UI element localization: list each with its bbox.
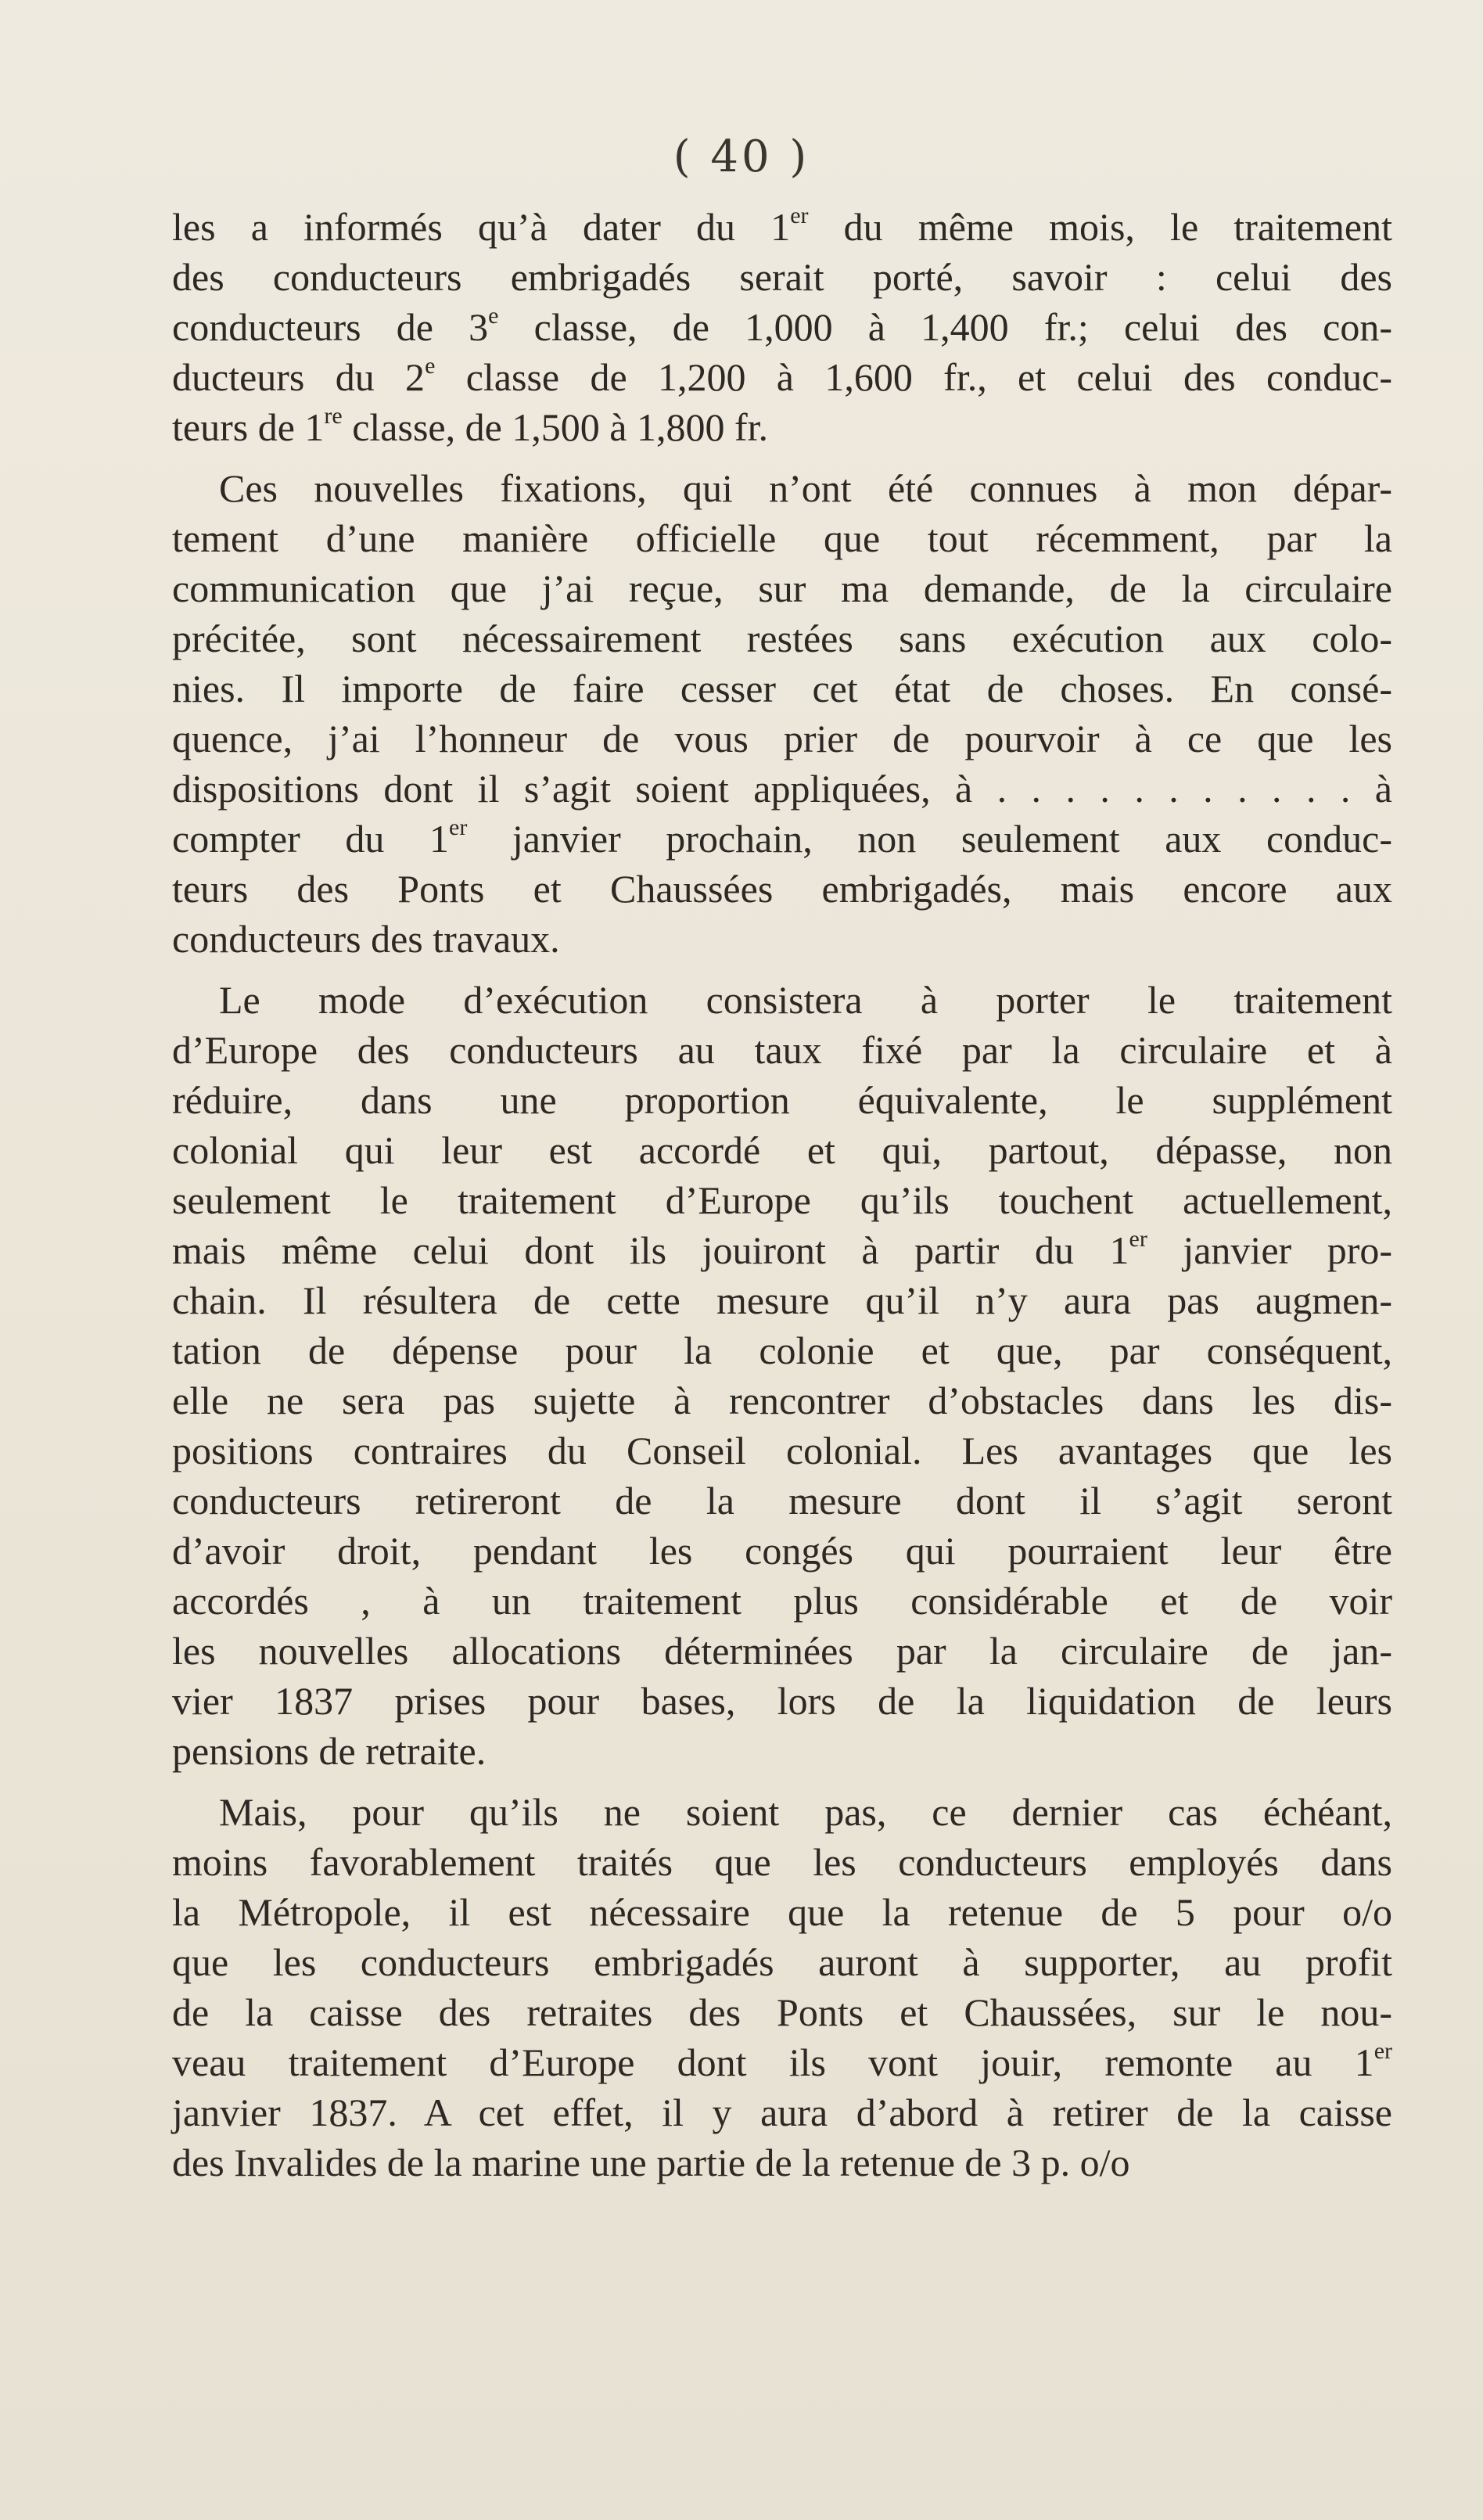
text-line xyxy=(172,202,1392,252)
text-line xyxy=(172,1325,1392,1375)
text-run: teurs de 1 xyxy=(172,405,325,449)
text-run: classe, de 1,500 à 1,800 fr. xyxy=(342,405,769,449)
text-run: janvier 1837. A cet effet, il y aura d’abord à retirer de la caisse xyxy=(172,2090,1392,2134)
text-line xyxy=(172,1626,1392,1676)
text-run: colonial qui leur est accordé et qui, partout, dépasse, non xyxy=(172,1128,1392,1172)
text-line xyxy=(172,302,1392,352)
body-text xyxy=(172,202,1392,2198)
text-line xyxy=(172,975,1392,1025)
text-line xyxy=(172,814,1392,864)
text-line xyxy=(172,1375,1392,1425)
text-run: janvier pro- xyxy=(1147,1228,1392,1272)
text-run: des conducteurs embrigadés serait porté, savoir : celui des xyxy=(172,255,1392,299)
text-line xyxy=(172,1025,1392,1075)
text-run: janvier prochain, non seulement aux conduc- xyxy=(467,817,1392,861)
text-line xyxy=(172,352,1392,402)
text-run: que les conducteurs embrigadés auront à supporter, au profit xyxy=(172,1940,1392,1984)
text-run: la Métropole, il est nécessaire que la retenue de 5 pour o/o xyxy=(172,1890,1392,1934)
text-line xyxy=(172,402,1392,452)
text-run: moins favorablement traités que les conducteurs employés dans xyxy=(172,1840,1392,1884)
text-run: vier 1837 prises pour bases, lors de la liquidation de leurs xyxy=(172,1679,1392,1723)
paragraph xyxy=(172,202,1392,452)
text-run: accordés , à un traitement plus considérable et de voir xyxy=(172,1579,1392,1623)
text-run: des Invalides de la marine une partie de la retenue de 3 p. o/o xyxy=(172,2141,1130,2184)
text-run: quence, j’ai l’honneur de vous prier de pourvoir à ce que les xyxy=(172,717,1392,760)
text-line xyxy=(172,463,1392,513)
text-run: d’Europe des conducteurs au taux fixé par la circulaire et à xyxy=(172,1028,1392,1072)
text-line xyxy=(172,1125,1392,1175)
paragraph xyxy=(172,975,1392,1776)
text-run: compter du 1 xyxy=(172,817,449,861)
text-run: pensions de retraite. xyxy=(172,1729,487,1773)
text-line xyxy=(172,764,1392,814)
text-line xyxy=(172,663,1392,714)
text-line xyxy=(172,1576,1392,1626)
text-line xyxy=(172,1275,1392,1325)
text-run: les a informés qu’à dater du 1 xyxy=(172,205,791,249)
text-run: chain. Il résultera de cette mesure qu’il n’y aura pas augmen- xyxy=(172,1278,1392,1322)
text-run: communication que j’ai reçue, sur ma demande, de la circulaire xyxy=(172,566,1392,610)
text-run: Ces nouvelles fixations, qui n’ont été connues à mon dépar- xyxy=(219,466,1392,510)
text-run: précitée, sont nécessairement restées sans exécution aux colo- xyxy=(172,617,1392,660)
superscript: re xyxy=(324,403,343,429)
text-line xyxy=(172,1787,1392,1837)
superscript: e xyxy=(488,303,499,329)
superscript: er xyxy=(1373,2038,1392,2064)
text-line xyxy=(172,714,1392,764)
text-line xyxy=(172,1887,1392,1937)
text-line xyxy=(172,1225,1392,1275)
text-run: veau traitement d’Europe dont ils vont jouir, remonte au 1 xyxy=(172,2040,1374,2084)
text-run: ducteurs du 2 xyxy=(172,355,426,399)
text-run: tation de dépense pour la colonie et que, par conséquent, xyxy=(172,1328,1392,1372)
text-line xyxy=(172,1425,1392,1476)
text-line xyxy=(172,1476,1392,1526)
text-line xyxy=(172,1937,1392,1987)
paragraph xyxy=(172,1787,1392,2187)
text-run: conducteurs des travaux. xyxy=(172,917,560,961)
superscript: er xyxy=(790,203,809,228)
paragraph xyxy=(172,463,1392,964)
text-run: Mais, pour qu’ils ne soient pas, ce dernier cas échéant, xyxy=(219,1790,1392,1834)
text-run: d’avoir droit, pendant les congés qui pourraient leur être xyxy=(172,1529,1392,1573)
text-run: positions contraires du Conseil colonial. Les avantages que les xyxy=(172,1429,1392,1472)
text-line xyxy=(172,1526,1392,1576)
text-run: classe de 1,200 à 1,600 fr., et celui des conduc- xyxy=(435,355,1392,399)
text-run: du même mois, le traitement xyxy=(808,205,1392,249)
text-run: conducteurs de 3 xyxy=(172,305,489,349)
text-line xyxy=(172,1676,1392,1726)
text-run: de la caisse des retraites des Ponts et Chaussées, sur le nou- xyxy=(172,1990,1392,2034)
superscript: er xyxy=(449,814,468,840)
text-run: teurs des Ponts et Chaussées embrigadés, mais encore aux xyxy=(172,867,1392,911)
text-run: dispositions dont il s’agit soient appliquées, à . . . . . . . . . . . à xyxy=(172,767,1392,811)
text-line xyxy=(172,2137,1392,2187)
text-line xyxy=(172,1075,1392,1125)
text-line xyxy=(172,563,1392,613)
text-run: Le mode d’exécution consistera à porter le traitement xyxy=(219,978,1392,1022)
text-line xyxy=(172,252,1392,302)
superscript: er xyxy=(1129,1226,1147,1252)
text-line xyxy=(172,613,1392,663)
text-run: conducteurs retireront de la mesure dont il s’agit seront xyxy=(172,1479,1392,1522)
text-run: seulement le traitement d’Europe qu’ils touchent actuellement, xyxy=(172,1178,1392,1222)
text-line xyxy=(172,864,1392,914)
text-line xyxy=(172,1726,1392,1776)
text-line xyxy=(172,1175,1392,1225)
text-run: tement d’une manière officielle que tout récemment, par la xyxy=(172,516,1392,560)
text-run: nies. Il importe de faire cesser cet état de choses. En consé- xyxy=(172,667,1392,710)
superscript: e xyxy=(425,353,436,379)
text-line xyxy=(172,914,1392,964)
text-run: les nouvelles allocations déterminées par la circulaire de jan- xyxy=(172,1629,1392,1673)
text-line xyxy=(172,2087,1392,2137)
page-number: ( 40 ) xyxy=(673,131,810,182)
text-run: elle ne sera pas sujette à rencontrer d’obstacles dans les dis- xyxy=(172,1379,1392,1422)
text-line xyxy=(172,2037,1392,2087)
text-run: réduire, dans une proportion équivalente, le supplément xyxy=(172,1078,1392,1122)
text-run: classe, de 1,000 à 1,400 fr.; celui des con- xyxy=(498,305,1392,349)
text-line xyxy=(172,1837,1392,1887)
text-line xyxy=(172,513,1392,563)
text-line xyxy=(172,1987,1392,2037)
text-run: mais même celui dont ils jouiront à partir du 1 xyxy=(172,1228,1129,1272)
